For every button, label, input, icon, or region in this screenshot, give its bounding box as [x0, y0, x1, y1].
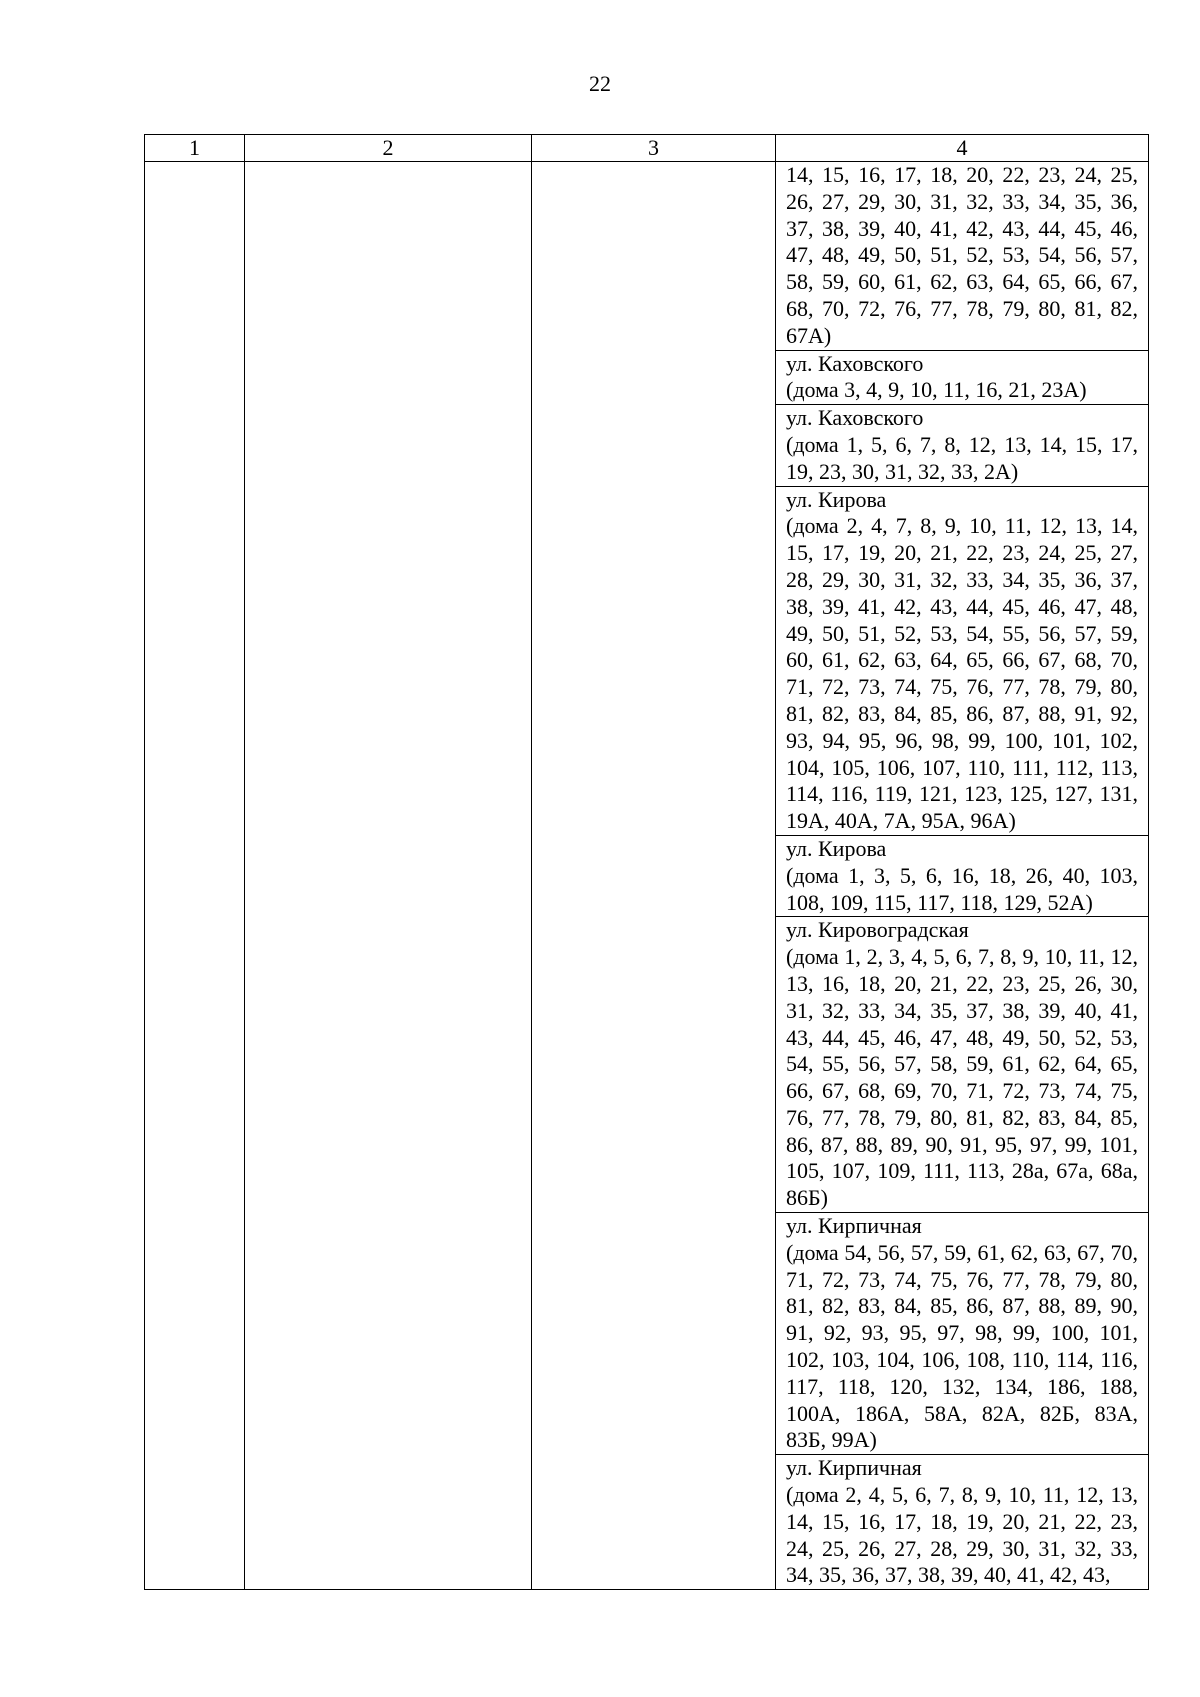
street-name: ул. Кировоградская [786, 917, 969, 943]
house-numbers: (дома 1, 5, 6, 7, 8, 12, 13, 14, 15, 17, 19, 23, 30, 31, 32, 33, 2А) [786, 431, 1138, 484]
street-name: ул. Кирова [786, 486, 887, 512]
page-number: 22 [589, 71, 611, 96]
address-table [144, 134, 1149, 1590]
house-numbers: (дома 2, 4, 5, 6, 7, 8, 9, 10, 11, 12, 13, 14, 15, 16, 17, 18, 19, 20, 21, 22, 23, 24, 25, 26, 27, 28, 29, 30, 31, 32, 33, 34, 35, 36, 37, 38, 39, 40, 41, 42, 43, [786, 1482, 1138, 1588]
street-name: ул. Каховского [786, 350, 924, 376]
address-cell [776, 1455, 1149, 1590]
house-numbers: 14, 15, 16, 17, 18, 20, 22, 23, 24, 25, 26, 27, 29, 30, 31, 32, 33, 34, 35, 36, 37, 38, 39, 40, 41, 42, 43, 44, 45, 46, 47, 48, 49, 50, 51, 52, 53, 54, 56, 57, 58, 59, 60, 61, 62, 63, 64, 65, 66, 67, 68, 70, 72, 76, 77, 78, 79, 80, 81, 82, 67А) [786, 162, 1138, 348]
address-cell [776, 1213, 1149, 1455]
column-header-3: 3 [532, 135, 776, 162]
column-header-2: 2 [245, 135, 532, 162]
house-numbers: (дома 2, 4, 7, 8, 9, 10, 11, 12, 13, 14, 15, 17, 19, 20, 21, 22, 23, 24, 25, 27, 28, 29, 30, 31, 32, 33, 34, 35, 36, 37, 38, 39, 41, 42, 43, 44, 45, 46, 47, 48, 49, 50, 51, 52, 53, 54, 55, 56, 57, 59, 60, 61, 62, 63, 64, 65, 66, 67, 68, 70, 71, 72, 73, 74, 75, 76, 77, 78, 79, 80, 81, 82, 83, 84, 85, 86, 87, 88, 91, 92, 93, 94, 95, 96, 98, 99, 100, 101, 102, 104, 105, 106, 107, 110, 111, 112, 113, 114, 116, 119, 121, 123, 125, 127, 131, 19А, 40А, 7А, 95А, 96А) [786, 513, 1138, 834]
street-name: ул. Кирпичная [786, 1455, 922, 1481]
house-numbers: (дома 1, 2, 3, 4, 5, 6, 7, 8, 9, 10, 11, 12, 13, 16, 18, 20, 21, 22, 23, 25, 26, 30, 31, 32, 33, 34, 35, 37, 38, 39, 40, 41, 43, 44, 45, 46, 47, 48, 49, 50, 52, 53, 54, 55, 56, 57, 58, 59, 61, 62, 64, 65, 66, 67, 68, 69, 70, 71, 72, 73, 74, 75, 76, 77, 78, 79, 80, 81, 82, 83, 84, 85, 86, 87, 88, 89, 90, 91, 95, 97, 99, 101, 105, 107, 109, 111, 113, 28а, 67а, 68а, 86Б) [786, 944, 1138, 1211]
header-row [145, 135, 1149, 162]
address-cell [776, 405, 1149, 486]
address-cell [776, 350, 1149, 405]
cell-column-3 [532, 162, 776, 1590]
column-header-1: 1 [145, 135, 245, 162]
street-name: ул. Кирова [786, 835, 887, 861]
house-numbers: (дома 3, 4, 9, 10, 11, 16, 21, 23А) [786, 377, 1087, 403]
house-numbers: (дома 1, 3, 5, 6, 16, 18, 26, 40, 103, 108, 109, 115, 117, 118, 129, 52А) [786, 862, 1138, 915]
cell-column-1 [145, 162, 245, 1590]
address-cell [776, 917, 1149, 1213]
cell-column-2 [245, 162, 532, 1590]
house-numbers: (дома 54, 56, 57, 59, 61, 62, 63, 67, 70, 71, 72, 73, 74, 75, 76, 77, 78, 79, 80, 81, 82, 83, 84, 85, 86, 87, 88, 89, 90, 91, 92, 93, 95, 97, 98, 99, 100, 101, 102, 103, 104, 106, 108, 110, 114, 116, 117, 118, 120, 132, 134, 186, 188, 100А, 186А, 58А, 82А, 82Б, 83А, 83Б, 99А) [786, 1239, 1138, 1453]
table-row [145, 162, 1149, 351]
address-cell [776, 486, 1149, 835]
column-header-4: 4 [776, 135, 1149, 162]
street-name: ул. Каховского [786, 405, 924, 431]
street-name: ул. Кирпичная [786, 1213, 922, 1239]
address-cell-continuation [776, 162, 1149, 351]
address-cell [776, 835, 1149, 916]
